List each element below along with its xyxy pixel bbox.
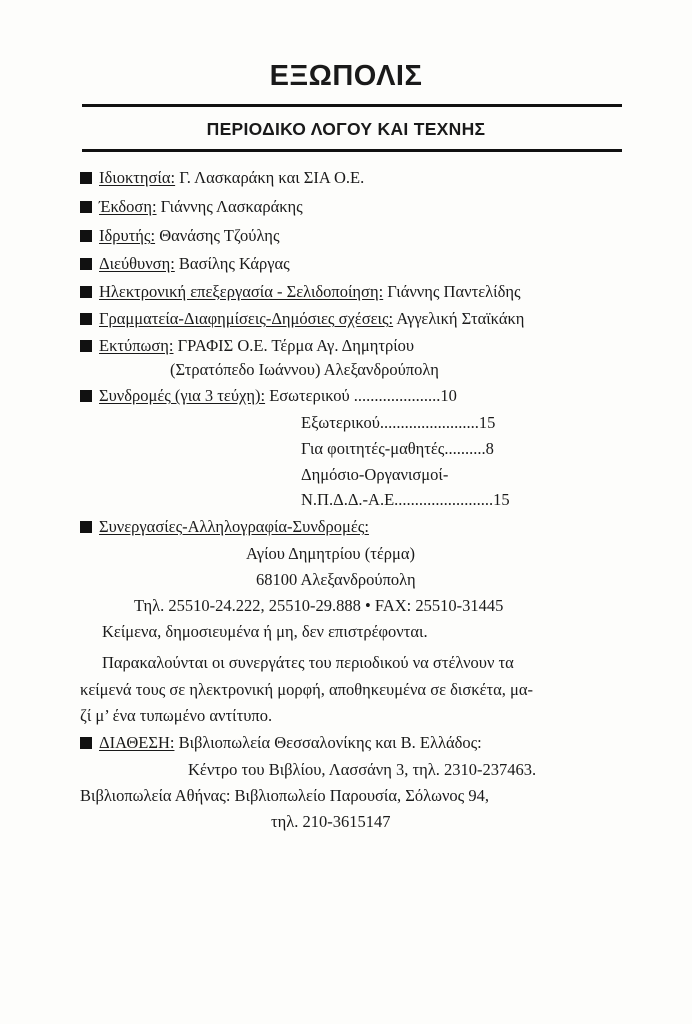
subscription-students: Για φοιτητές-μαθητές..........8 — [301, 439, 494, 458]
request-line: Παρακαλούνται οι συνεργάτες του περιοδικού να στέλνουν τα — [102, 653, 514, 672]
distribution-line: Βιβλιοπωλεία Αθήνας: Βιβλιοπωλείο Παρουσία, Σόλωνος 94, — [80, 786, 489, 805]
distribution-line: Κέντρο του Βιβλίου, Λασσάνη 3, τηλ. 2310-237463. — [188, 760, 537, 779]
bullet-icon — [80, 230, 92, 242]
magazine-subtitle: ΠΕΡΙΟΔΙΚΟ ΛΟΓΟΥ ΚΑΙ ΤΕΧΝΗΣ — [206, 119, 486, 139]
distribution-header: ΔΙΑΘΕΣΗ: Βιβλιοπωλεία Θεσσαλονίκης και Β. Ελλάδος: — [80, 733, 482, 753]
correspondence-address-street: Αγίου Δημητρίου (τέρμα) — [246, 544, 415, 563]
subscription-foreign: Εξωτερικού........................15 — [301, 413, 496, 432]
bullet-icon — [80, 521, 92, 533]
bullet-icon — [80, 313, 92, 325]
bullet-icon — [80, 390, 92, 402]
subscription-public: Ν.Π.Δ.Δ.-Α.Ε........................15 — [301, 490, 510, 509]
subscription-public-label: Δημόσιο-Οργανισμοί- — [301, 465, 449, 484]
bullet-icon — [80, 737, 92, 749]
credit-owner: Ιδιοκτησία: Γ. Λασκαράκη και ΣΙΑ Ο.Ε. — [80, 168, 364, 188]
credit-publisher: Έκδοση: Γιάννης Λασκαράκης — [80, 197, 303, 217]
correspondence-phones: Τηλ. 25510-24.222, 25510-29.888 • FAX: 25510-31445 — [134, 596, 504, 615]
credit-director: Διεύθυνση: Βασίλης Κάργας — [80, 254, 290, 274]
magazine-title: ΕΞΩΠΟΛΙΣ — [269, 60, 423, 92]
bullet-icon — [80, 340, 92, 352]
credit-founder: Ιδρυτής: Θανάσης Τζούλης — [80, 226, 279, 246]
bullet-icon — [80, 201, 92, 213]
bullet-icon — [80, 172, 92, 184]
credit-secretariat: Γραμματεία-Διαφημίσεις-Δημόσιες σχέσεις: Αγγελική Σταϊκάκη — [80, 309, 524, 329]
printer-address: (Στρατόπεδο Ιωάννου) Αλεξανδρούπολη — [170, 360, 439, 379]
bullet-icon — [80, 258, 92, 270]
correspondence-note: Κείμενα, δημοσιευμένα ή μη, δεν επιστρέφονται. — [102, 622, 428, 641]
correspondence-address-city: 68100 Αλεξανδρούπολη — [256, 570, 416, 589]
distribution-line: τηλ. 210-3615147 — [271, 812, 391, 831]
top-rule — [82, 104, 622, 107]
bottom-rule — [82, 149, 622, 152]
bullet-icon — [80, 286, 92, 298]
request-line: ζί μ’ ένα τυπωμένο αντίτυπο. — [80, 706, 273, 725]
request-line: κείμενά τους σε ηλεκτρονική μορφή, αποθηκευμένα σε δισκέτα, μα- — [80, 680, 534, 699]
correspondence-header: Συνεργασίες-Αλληλογραφία-Συνδρομές: — [80, 517, 369, 537]
credit-printing: Εκτύπωση: ΓΡΑΦΙΣ Ο.Ε. Τέρμα Αγ. Δημητρίου — [80, 336, 414, 356]
credit-layout: Ηλεκτρονική επεξεργασία - Σελιδοποίηση: Γιάννης Παντελίδης — [80, 282, 521, 302]
subscriptions-header: Συνδρομές (για 3 τεύχη): Εσωτερικού .....................10 — [80, 386, 457, 406]
